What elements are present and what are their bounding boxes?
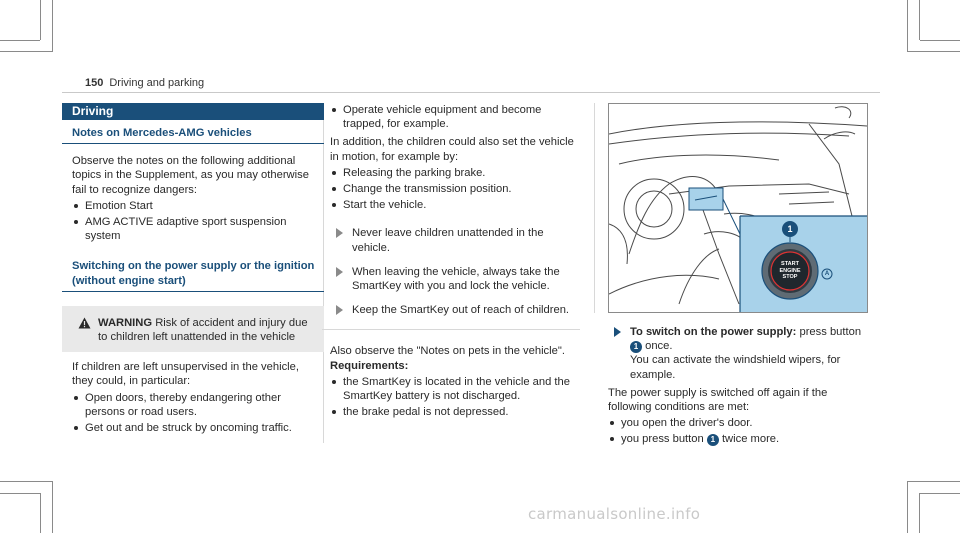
warning-text: Risk of accident and injury due to children left unattended in the vehicle	[98, 316, 308, 344]
step-arrow-icon	[336, 228, 343, 238]
button-callout-badge: 1	[630, 341, 642, 353]
paragraph: The power supply is switched off again if the following conditions are met:	[608, 386, 828, 414]
section-title: Notes on Mercedes-AMG vehicles	[62, 126, 324, 144]
list-item: Emotion Start	[72, 199, 324, 213]
list-item: you press button 1 twice more.	[608, 432, 866, 446]
step-arrow-icon	[336, 305, 343, 315]
column-3	[608, 103, 866, 449]
crop-mark	[919, 0, 920, 40]
start-stop-button: START ENGINE STOP	[779, 261, 801, 280]
section-title: Switching on the power supply or the ignition (without engine start)	[62, 259, 324, 291]
list-item: Change the transmission position.	[330, 182, 580, 196]
auto-start-stop-letter: A	[824, 271, 830, 277]
crop-mark	[919, 493, 920, 533]
warning-body: If children are left unsupervised in the vehicle, they could, in particular:	[72, 361, 299, 388]
column-2	[330, 103, 580, 421]
instruction-step: Keep the SmartKey out of reach of children.	[330, 303, 580, 317]
crop-mark	[0, 481, 52, 482]
crop-mark	[908, 51, 960, 52]
list-item: the SmartKey is located in the vehicle and the SmartKey battery is not discharged.	[330, 375, 580, 403]
header-rule	[62, 92, 880, 93]
list-item: Get out and be struck by oncoming traffic.	[72, 421, 314, 435]
paragraph: In addition, the children could also set the vehicle in motion, for example by:	[330, 136, 574, 163]
requirements-title: Requirements:	[330, 359, 409, 372]
crop-mark	[40, 493, 41, 533]
warning-box	[62, 306, 324, 352]
step-title: To switch on the power supply:	[630, 326, 797, 338]
list-item: Start the vehicle.	[330, 198, 580, 212]
crop-mark	[0, 493, 40, 494]
warning-triangle-icon	[78, 317, 91, 333]
list-item: Releasing the parking brake.	[330, 166, 580, 180]
step-arrow-icon	[614, 327, 621, 337]
observe-text: Also observe the "Notes on pets in the vehicle".	[330, 345, 565, 358]
button-callout-badge: 1	[707, 434, 719, 446]
list-item: Operate vehicle equipment and become trapped, for example.	[330, 103, 580, 131]
crop-mark	[920, 493, 960, 494]
list-item: Open doors, thereby endangering other persons or road users.	[72, 391, 314, 419]
step-arrow-icon	[336, 267, 343, 277]
header-section: Driving and parking	[109, 77, 205, 89]
column-1	[62, 103, 324, 437]
watermark: carmanualsonline.info	[528, 505, 701, 523]
crop-mark	[52, 0, 53, 52]
list-item: you open the driver's door.	[608, 416, 866, 430]
crop-mark	[40, 0, 41, 40]
instruction-step: When leaving the vehicle, always take the SmartKey with you and lock the vehicle.	[330, 265, 580, 293]
section-band: Driving	[62, 103, 324, 120]
list-item: AMG ACTIVE adaptive sport suspension system	[72, 215, 324, 243]
crop-mark	[52, 481, 53, 533]
step-note: You can activate the windshield wipers, for example.	[630, 354, 841, 381]
crop-mark	[920, 40, 960, 41]
crop-mark	[0, 51, 52, 52]
warning-label: WARNING	[98, 316, 153, 329]
page-header	[85, 76, 204, 90]
cockpit-illustration	[609, 104, 867, 312]
instruction-step: To switch on the power supply: press button 1 once. You can activate the windshield wipers, for example.	[608, 325, 866, 382]
page-number: 150	[85, 77, 104, 89]
column-divider	[594, 103, 595, 313]
crop-mark	[0, 40, 40, 41]
crop-mark	[908, 481, 960, 482]
intro-text: Observe the notes on the following additional topics in the Supplement, as you may otherwise fail to recognize dangers:	[72, 155, 309, 196]
instruction-step: Never leave children unattended in the vehicle.	[330, 226, 580, 254]
figure-callout: 1	[787, 224, 793, 234]
crop-mark	[907, 0, 908, 52]
list-item: the brake pedal is not depressed.	[330, 405, 580, 419]
warning-heading	[72, 316, 314, 344]
cockpit-figure	[608, 103, 868, 313]
crop-mark	[907, 481, 908, 533]
divider	[322, 329, 580, 330]
